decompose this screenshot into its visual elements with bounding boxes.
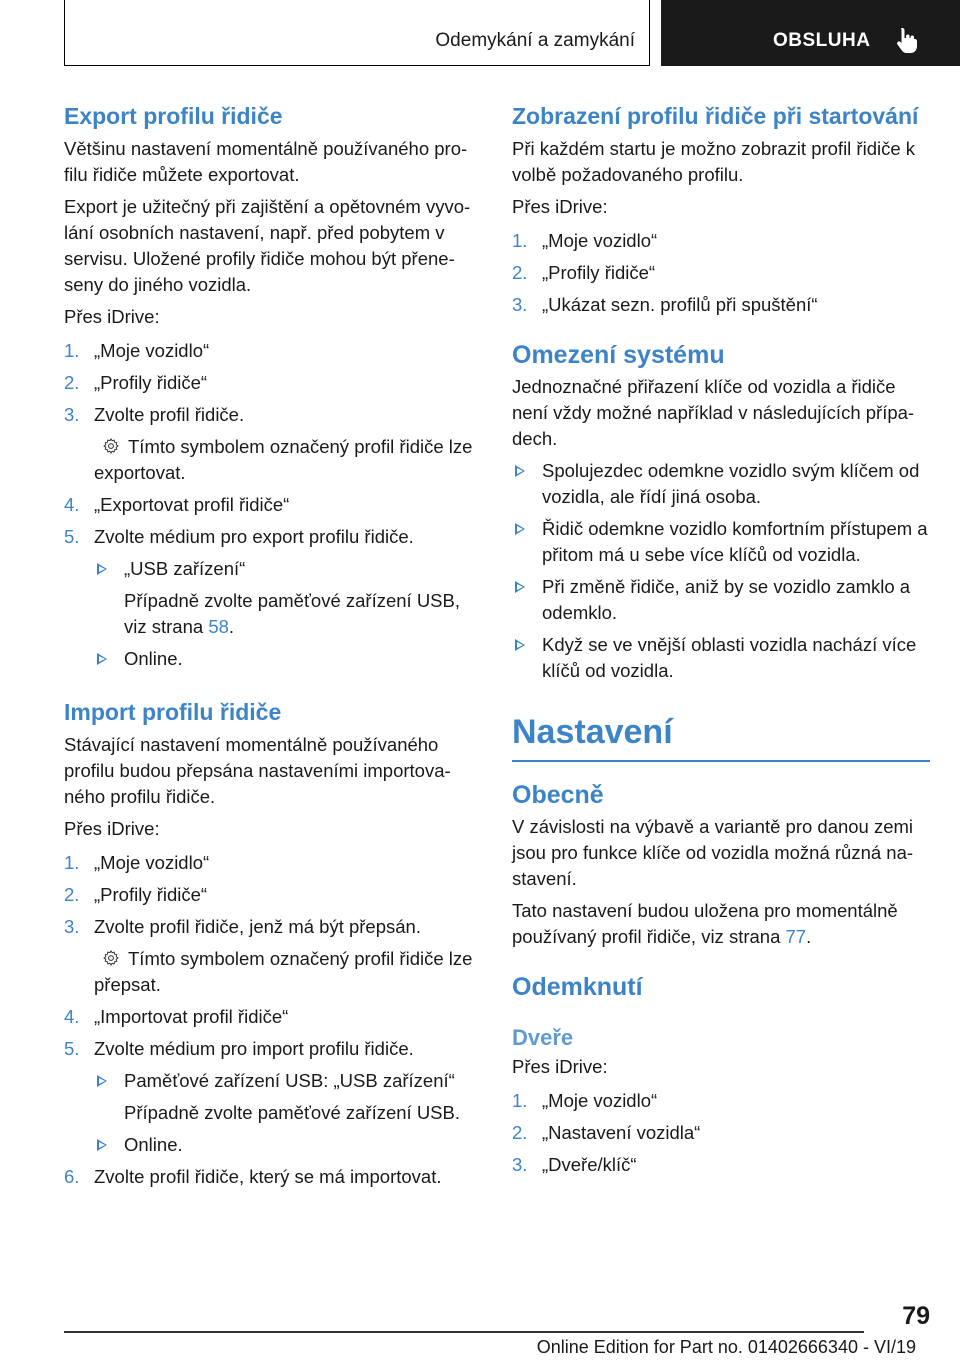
limits-heading: Omezení systému bbox=[512, 341, 725, 369]
list-item: 4. „Exportovat profil řidiče“ bbox=[64, 494, 290, 515]
doors-steps bbox=[512, 1088, 930, 1178]
general-heading: Obecně bbox=[512, 781, 604, 809]
limits-paragraph-1: Jednoznačné přiřazení klíče od vozidla a řidiče není vždy možné například v následujících případech. bbox=[512, 376, 915, 449]
page-number: 79 bbox=[902, 1302, 930, 1330]
limits-list bbox=[512, 458, 930, 684]
hand-pointer-icon bbox=[895, 26, 921, 54]
export-steps-2 bbox=[64, 492, 482, 550]
list-item: 3. „Ukázat sezn. profilů při spuštění“ bbox=[512, 294, 818, 315]
display-via: Přes iDrive: bbox=[512, 196, 608, 217]
doors-heading: Dveře bbox=[512, 1025, 574, 1050]
list-item: „USB zařízení“ Případně zvolte paměťové zařízení USB, viz strana 58. bbox=[94, 556, 482, 640]
list-item: 3. Zvolte profil řidiče. bbox=[64, 404, 245, 425]
display-heading: Zobrazení profilu řidiče při startování bbox=[512, 103, 919, 129]
export-paragraph-1: Většinu nastavení momentálně používaného profilu řidiče můžete exportovat. bbox=[64, 138, 468, 185]
bullet-triangle-icon bbox=[515, 465, 525, 477]
list-item: 5. Zvolte médium pro export profilu řidiče. bbox=[64, 526, 414, 547]
list-item: 5. Zvolte médium pro import profilu řidiče. bbox=[64, 1038, 414, 1059]
import-media-options bbox=[94, 1068, 482, 1158]
right-column bbox=[512, 100, 930, 1184]
list-item: 6. Zvolte profil řidiče, který se má importovat. bbox=[64, 1166, 442, 1187]
export-paragraph-2: Export je užitečný při zajištění a opětovném vyvolání osobních nastavení, např. před pobytem v servisu. Uložené profily řidiče mohou být přeneseny do jiného vozidla. bbox=[64, 196, 471, 295]
list-item: 1. „Moje vozidlo“ bbox=[64, 852, 210, 873]
import-steps-2 bbox=[64, 1004, 482, 1062]
import-via: Přes iDrive: bbox=[64, 818, 160, 839]
import-steps-3 bbox=[64, 1164, 482, 1190]
export-note: Tímto symbolem označený profil řidiče lze exportovat. bbox=[94, 436, 473, 483]
bullet-triangle-icon bbox=[97, 1075, 107, 1087]
header-chapter-label: OBSLUHA bbox=[773, 30, 871, 51]
list-item: 1. „Moje vozidlo“ bbox=[512, 1090, 658, 1111]
bullet-triangle-icon bbox=[97, 653, 107, 665]
list-item: 2. „Profily řidiče“ bbox=[64, 884, 208, 905]
list-item: 3. Zvolte profil řidiče, jenž má být přepsán. bbox=[64, 916, 421, 937]
list-item: 3. „Dveře/klíč“ bbox=[512, 1154, 637, 1175]
import-heading: Import profilu řidiče bbox=[64, 699, 282, 725]
footer-divider bbox=[64, 1331, 864, 1333]
header-chapter-tab bbox=[661, 0, 960, 66]
list-item: Paměťové zařízení USB: „USB zařízení“ Případně zvolte paměťové zařízení USB. bbox=[94, 1068, 482, 1126]
page-header bbox=[0, 0, 960, 66]
list-item: Řidič odemkne vozidlo komfortním přístupem a přitom má u sebe více klíčů od vozidla. bbox=[512, 516, 930, 568]
list-item: 1. „Moje vozidlo“ bbox=[512, 230, 658, 251]
list-item: 2. „Profily řidiče“ bbox=[512, 262, 656, 283]
import-note: Tímto symbolem označený profil řidiče lze přepsat. bbox=[94, 948, 473, 995]
import-paragraph-1: Stávající nastavení momentálně používaného profilu budou přepsána nastaveními importovaného profilu řidiče. bbox=[64, 734, 451, 807]
export-via: Přes iDrive: bbox=[64, 306, 160, 327]
gear-icon bbox=[100, 437, 122, 455]
export-steps bbox=[64, 338, 482, 428]
export-media-options bbox=[94, 556, 482, 672]
list-item: 2. „Nastavení vozidla“ bbox=[512, 1122, 701, 1143]
header-section-box bbox=[64, 0, 650, 66]
bullet-triangle-icon bbox=[515, 581, 525, 593]
list-item: Online. bbox=[94, 1132, 482, 1158]
gear-icon bbox=[100, 949, 122, 967]
bullet-triangle-icon bbox=[515, 639, 525, 651]
list-item: 1. „Moje vozidlo“ bbox=[64, 340, 210, 361]
list-item: Spolujezdec odemkne vozidlo svým klíčem od vozidla, ale řídí jiná osoba. bbox=[512, 458, 930, 510]
list-item: 2. „Profily řidiče“ bbox=[64, 372, 208, 393]
bullet-triangle-icon bbox=[97, 1139, 107, 1151]
page-link-58[interactable]: 58 bbox=[208, 616, 229, 637]
page-link-77[interactable]: 77 bbox=[785, 926, 807, 947]
import-steps bbox=[64, 850, 482, 940]
general-paragraph-2: Tato nastavení budou uložena pro momentálně používaný profil řidiče, viz strana 77. bbox=[512, 900, 898, 947]
export-heading: Export profilu řidiče bbox=[64, 103, 283, 129]
list-item: 4. „Importovat profil řidiče“ bbox=[64, 1006, 289, 1027]
bullet-triangle-icon bbox=[515, 523, 525, 535]
doors-via: Přes iDrive: bbox=[512, 1056, 608, 1077]
header-section-title: Odemykání a zamykání bbox=[435, 30, 635, 51]
settings-heading: Nastavení bbox=[512, 712, 930, 762]
list-item: Online. bbox=[94, 646, 482, 672]
unlock-heading: Odemknutí bbox=[512, 973, 643, 1001]
general-paragraph-1: V závislosti na výbavě a variantě pro danou zemi jsou pro funkce klíče od vozidla možná různá nastavení. bbox=[512, 816, 914, 889]
display-paragraph-1: Při každém startu je možno zobrazit profil řidiče k volbě požadovaného profilu. bbox=[512, 138, 916, 185]
display-steps bbox=[512, 228, 930, 318]
list-item: Při změně řidiče, aniž by se vozidlo zamklo a odemklo. bbox=[512, 574, 930, 626]
footer-edition: Online Edition for Part no. 01402666340 - VI/19 bbox=[536, 1337, 916, 1357]
list-item: Když se ve vnější oblasti vozidla nachází více klíčů od vozidla. bbox=[512, 632, 930, 684]
bullet-triangle-icon bbox=[97, 563, 107, 575]
left-column bbox=[64, 100, 482, 1196]
